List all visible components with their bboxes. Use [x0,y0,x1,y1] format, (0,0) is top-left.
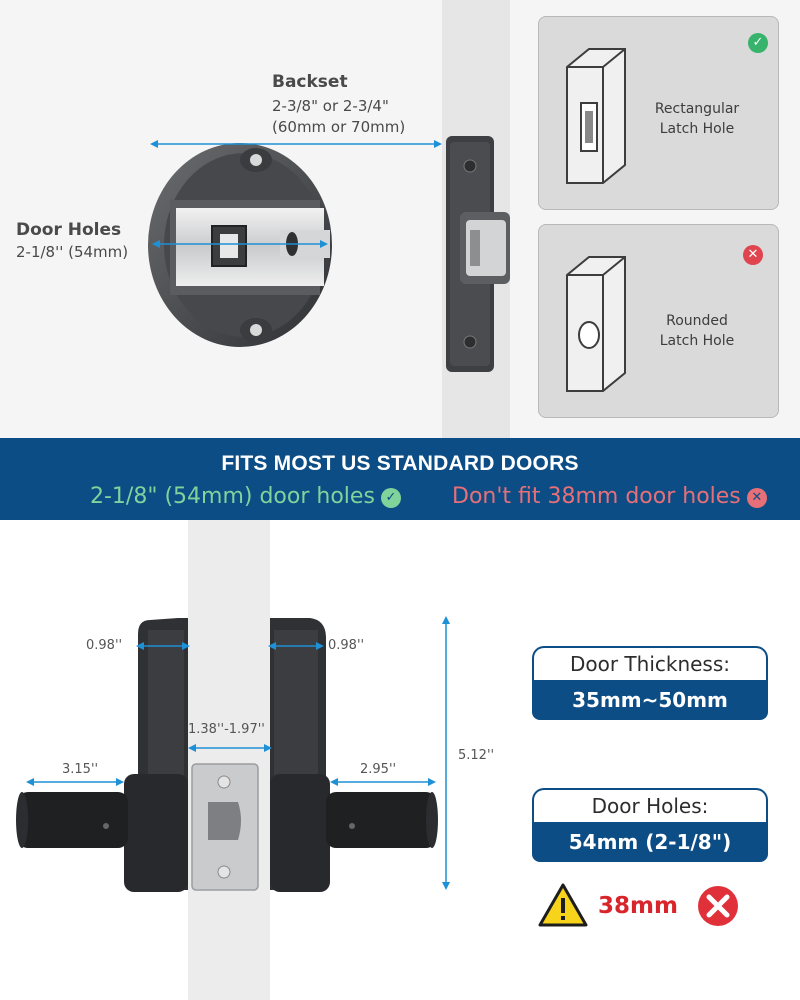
banner-title: FITS MOST US STANDARD DOORS [221,452,579,475]
card-line2: Latch Hole [659,333,735,349]
right-edge-dimension: 0.98'' [328,638,365,653]
door-holes-spec-label: Door Holes: [532,788,768,822]
rounded-latch-card [538,224,779,418]
cross-icon: ✕ [743,245,763,265]
check-icon: ✓ [748,33,768,53]
top-dimension-arrows [150,130,450,260]
lock-side-view-illustration [0,520,520,1000]
banner-ok-text: 2-1/8" (54mm) door holes [90,484,375,509]
rectangular-latch-icon [559,45,633,195]
warning-icon [538,882,588,928]
door-holes-spec-value: 54mm (2-1/8") [532,822,768,862]
left-lever-dimension: 3.15'' [62,762,99,777]
banner-ok-line [90,484,401,509]
cross-icon: ✕ [747,488,767,508]
rounded-latch-icon [559,253,633,403]
door-holes-title: Door Holes [16,220,122,240]
card-line1: Rectangular [654,101,740,117]
warning-38mm-text: 38mm [598,893,678,919]
cross-icon [696,884,740,928]
door-holes-value: 2-1/8'' (54mm) [16,243,129,261]
backset-title: Backset [272,72,348,92]
rectangular-latch-card [538,16,779,210]
card-line1: Rounded [666,313,728,329]
height-dimension: 5.12'' [458,748,495,763]
left-edge-dimension: 0.98'' [86,638,123,653]
door-range-dimension: 1.38''-1.97'' [188,722,265,737]
check-icon: ✓ [381,488,401,508]
door-thickness-label: Door Thickness: [532,646,768,680]
banner-no-line [452,484,767,509]
card-line2: Latch Hole [659,121,735,137]
backset-line2: (60mm or 70mm) [272,118,406,136]
door-thickness-value: 35mm~50mm [532,680,768,720]
right-lever-dimension: 2.95'' [360,762,397,777]
banner-no-text: Don't fit 38mm door holes [452,484,741,509]
backset-line1: 2-3/8" or 2-3/4" [272,97,389,115]
